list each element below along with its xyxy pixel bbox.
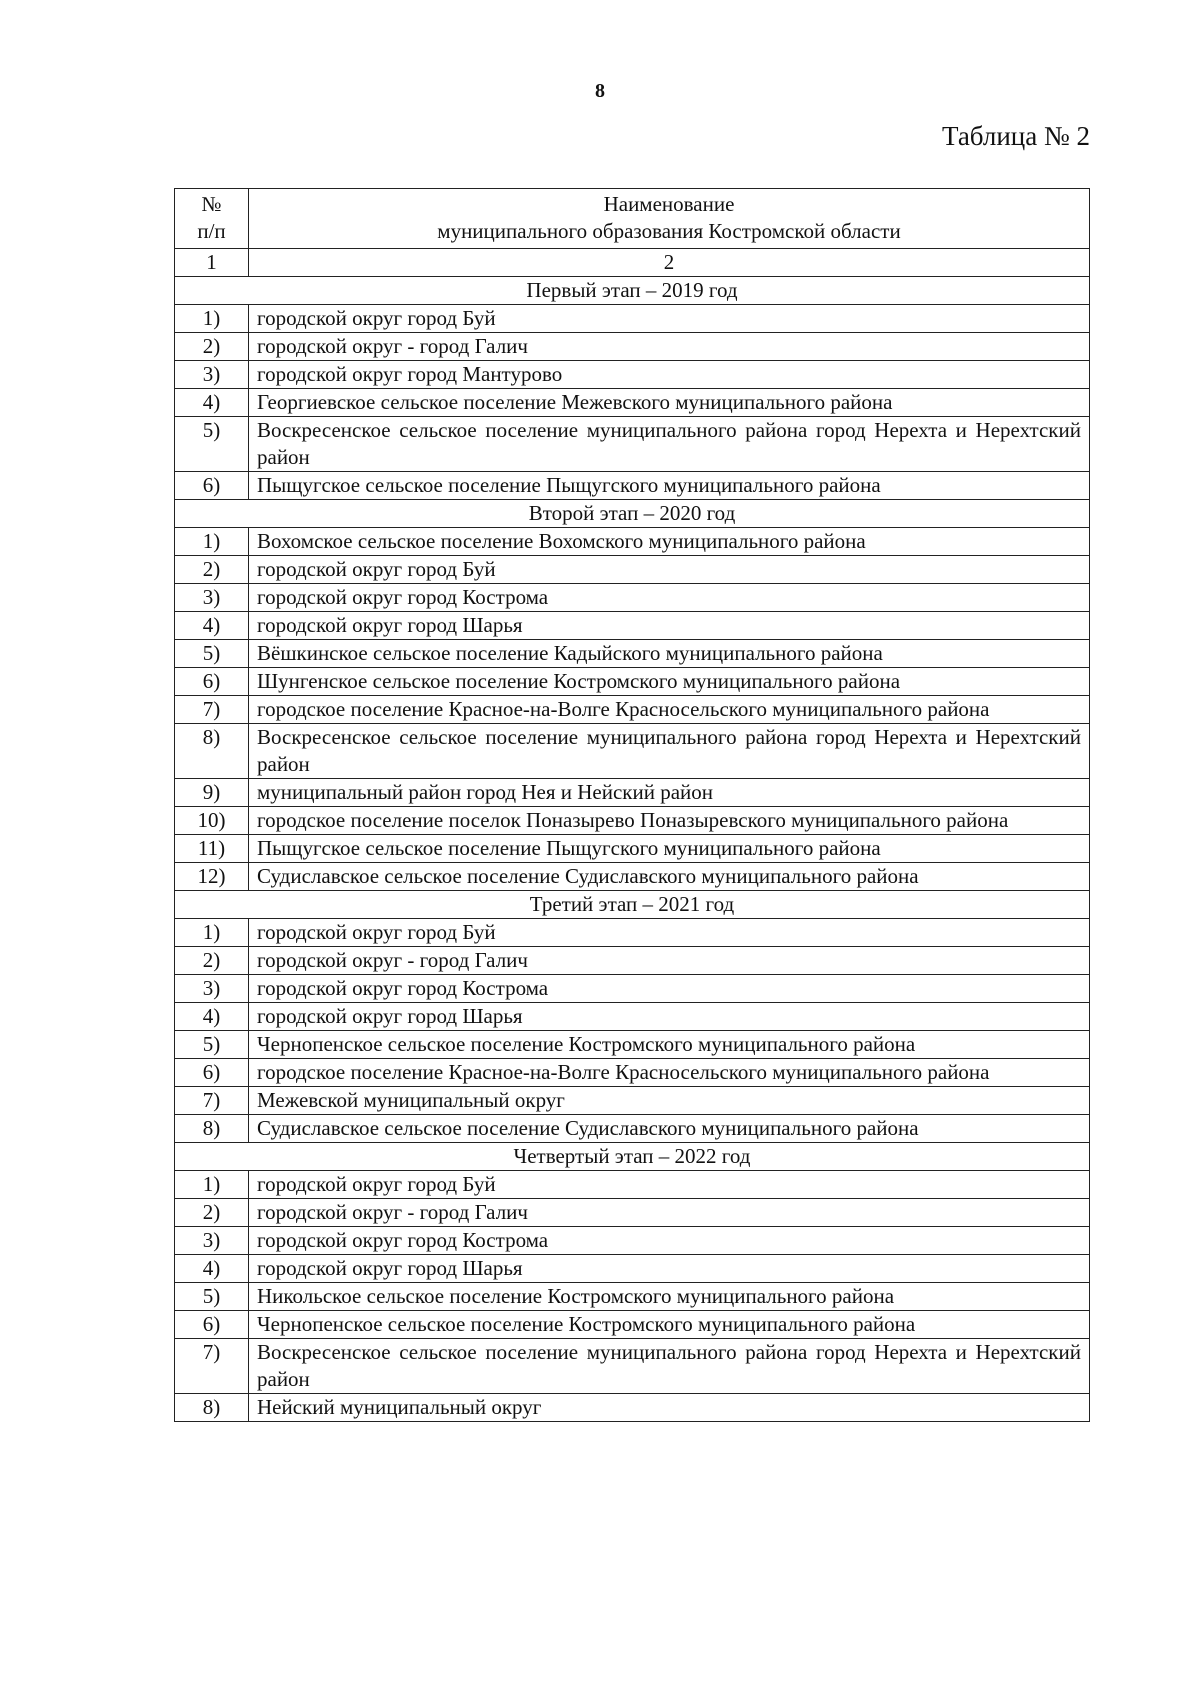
table-row	[175, 1199, 1090, 1227]
row-number: 4)	[175, 1003, 249, 1031]
stage-title: Четвертый этап – 2022 год	[175, 1143, 1090, 1171]
row-number: 5)	[175, 417, 249, 472]
row-number: 10)	[175, 807, 249, 835]
table-row	[175, 556, 1090, 584]
row-number: 2)	[175, 947, 249, 975]
column-index-1: 1	[175, 249, 249, 277]
municipality-name: городское поселение Красное-на-Волге Красносельского муниципального района	[249, 1059, 1090, 1087]
column-index-row	[175, 249, 1090, 277]
table-row	[175, 417, 1090, 472]
table-row	[175, 640, 1090, 668]
table-row	[175, 472, 1090, 500]
table-row	[175, 361, 1090, 389]
row-number: 9)	[175, 779, 249, 807]
table-row	[175, 305, 1090, 333]
table-caption: Таблица № 2	[942, 121, 1090, 151]
municipality-name: Нейский муниципальный округ	[249, 1394, 1090, 1422]
table-row	[175, 333, 1090, 361]
municipality-name: Воскресенское сельское поселение муниципального района город Нерехта и Нерехтский район	[249, 1339, 1090, 1394]
table-row	[175, 1283, 1090, 1311]
row-number: 8)	[175, 1394, 249, 1422]
table-row	[175, 668, 1090, 696]
row-number: 11)	[175, 835, 249, 863]
row-number: 7)	[175, 1087, 249, 1115]
table-row	[175, 612, 1090, 640]
row-number: 2)	[175, 333, 249, 361]
stage-title: Третий этап – 2021 год	[175, 891, 1090, 919]
row-number: 4)	[175, 1255, 249, 1283]
municipality-name: муниципальный район город Нея и Нейский район	[249, 779, 1090, 807]
municipality-name: Судиславское сельское поселение Судиславского муниципального района	[249, 863, 1090, 891]
column-index-2: 2	[249, 249, 1090, 277]
table-row	[175, 1003, 1090, 1031]
municipality-name: городской округ город Шарья	[249, 612, 1090, 640]
municipality-name: Воскресенское сельское поселение муниципального района город Нерехта и Нерехтский район	[249, 417, 1090, 472]
table-row	[175, 835, 1090, 863]
municipality-name: Судиславское сельское поселение Судиславского муниципального района	[249, 1115, 1090, 1143]
table-row	[175, 584, 1090, 612]
row-number: 6)	[175, 472, 249, 500]
municipality-name: Пыщугское сельское поселение Пыщугского муниципального района	[249, 472, 1090, 500]
municipality-name: городской округ город Кострома	[249, 975, 1090, 1003]
municipality-name: городское поселение поселок Поназырево Поназыревского муниципального района	[249, 807, 1090, 835]
table-row	[175, 1394, 1090, 1422]
municipality-name: Шунгенское сельское поселение Костромского муниципального района	[249, 668, 1090, 696]
municipality-name: городской округ город Кострома	[249, 584, 1090, 612]
stage-title: Второй этап – 2020 год	[175, 500, 1090, 528]
table-row	[175, 1087, 1090, 1115]
row-number: 1)	[175, 528, 249, 556]
municipality-name: Пыщугское сельское поселение Пыщугского муниципального района	[249, 835, 1090, 863]
header-name-line2: муниципального образования Костромской области	[437, 219, 901, 243]
municipality-name: городской округ город Буй	[249, 1171, 1090, 1199]
municipality-name: городской округ город Буй	[249, 919, 1090, 947]
row-number: 3)	[175, 975, 249, 1003]
table-row	[175, 807, 1090, 835]
municipality-name: Никольское сельское поселение Костромского муниципального района	[249, 1283, 1090, 1311]
row-number: 7)	[175, 1339, 249, 1394]
header-name-cell	[249, 189, 1090, 249]
row-number: 3)	[175, 1227, 249, 1255]
table-row	[175, 1311, 1090, 1339]
row-number: 7)	[175, 696, 249, 724]
row-number: 5)	[175, 1283, 249, 1311]
municipality-name: городской округ город Шарья	[249, 1003, 1090, 1031]
table-row	[175, 947, 1090, 975]
table-header-row	[175, 189, 1090, 249]
table-row	[175, 1059, 1090, 1087]
municipality-name: городской округ город Мантурово	[249, 361, 1090, 389]
municipality-name: городской округ город Буй	[249, 556, 1090, 584]
header-num-line2: п/п	[197, 219, 226, 243]
stage-row	[175, 891, 1090, 919]
row-number: 1)	[175, 1171, 249, 1199]
table-row	[175, 696, 1090, 724]
municipality-name: городской округ - город Галич	[249, 947, 1090, 975]
row-number: 6)	[175, 668, 249, 696]
row-number: 6)	[175, 1059, 249, 1087]
municipality-name: городской округ город Буй	[249, 305, 1090, 333]
row-number: 3)	[175, 361, 249, 389]
municipality-name: городской округ город Шарья	[249, 1255, 1090, 1283]
header-num-line1: №	[201, 192, 222, 216]
table-row	[175, 1171, 1090, 1199]
municipality-name: городской округ - город Галич	[249, 333, 1090, 361]
row-number: 6)	[175, 1311, 249, 1339]
row-number: 2)	[175, 1199, 249, 1227]
municipality-name: Георгиевское сельское поселение Межевского муниципального района	[249, 389, 1090, 417]
row-number: 5)	[175, 1031, 249, 1059]
table-row	[175, 389, 1090, 417]
row-number: 2)	[175, 556, 249, 584]
municipality-name: городской округ - город Галич	[249, 1199, 1090, 1227]
municipality-name: Вёшкинское сельское поселение Кадыйского муниципального района	[249, 640, 1090, 668]
row-number: 5)	[175, 640, 249, 668]
row-number: 1)	[175, 305, 249, 333]
stage-title: Первый этап – 2019 год	[175, 277, 1090, 305]
row-number: 8)	[175, 1115, 249, 1143]
municipalities-table	[174, 188, 1090, 1422]
municipality-name: Чернопенское сельское поселение Костромского муниципального района	[249, 1031, 1090, 1059]
row-number: 4)	[175, 389, 249, 417]
table-row	[175, 863, 1090, 891]
stage-row	[175, 277, 1090, 305]
row-number: 1)	[175, 919, 249, 947]
row-number: 12)	[175, 863, 249, 891]
header-name-line1: Наименование	[603, 192, 735, 216]
table-row	[175, 1339, 1090, 1394]
table-row	[175, 724, 1090, 779]
municipality-name: Воскресенское сельское поселение муниципального района город Нерехта и Нерехтский район	[249, 724, 1090, 779]
table-row	[175, 1115, 1090, 1143]
row-number: 4)	[175, 612, 249, 640]
table-row	[175, 779, 1090, 807]
table-body	[175, 189, 1090, 1422]
municipality-name: Вохомское сельское поселение Вохомского муниципального района	[249, 528, 1090, 556]
municipality-name: городской округ город Кострома	[249, 1227, 1090, 1255]
row-number: 8)	[175, 724, 249, 779]
municipality-name: городское поселение Красное-на-Волге Красносельского муниципального района	[249, 696, 1090, 724]
page-number: 8	[595, 80, 605, 102]
table-row	[175, 975, 1090, 1003]
stage-row	[175, 500, 1090, 528]
table-row	[175, 528, 1090, 556]
row-number: 3)	[175, 584, 249, 612]
table-row	[175, 919, 1090, 947]
stage-row	[175, 1143, 1090, 1171]
table-row	[175, 1255, 1090, 1283]
municipality-name: Чернопенское сельское поселение Костромского муниципального района	[249, 1311, 1090, 1339]
header-num-cell	[175, 189, 249, 249]
table-row	[175, 1227, 1090, 1255]
municipality-name: Межевской муниципальный округ	[249, 1087, 1090, 1115]
table-row	[175, 1031, 1090, 1059]
